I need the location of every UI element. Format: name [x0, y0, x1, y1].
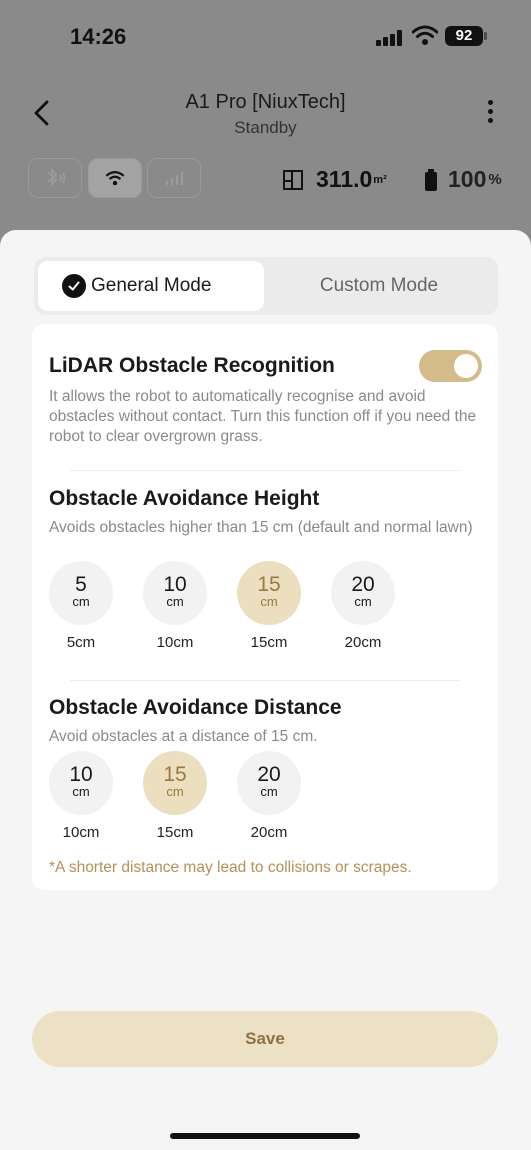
mowing-area — [282, 166, 387, 193]
height-description: Avoids obstacles higher than 15 cm (default and normal lawn) — [49, 519, 473, 536]
distance-option-15[interactable]: 15 cm — [143, 751, 207, 815]
distance-option-20[interactable]: 20 cm — [237, 751, 301, 815]
background-app — [0, 0, 531, 260]
height-option-15[interactable]: 15 cm — [237, 561, 301, 625]
distance-option-label: 15cm — [156, 824, 194, 841]
divider — [70, 470, 460, 471]
tab-general-mode[interactable] — [38, 261, 264, 311]
height-option-5[interactable]: 5 cm — [49, 561, 113, 625]
wifi-connection-icon[interactable] — [88, 158, 142, 198]
distance-description: Avoid obstacles at a distance of 15 cm. — [49, 728, 318, 745]
toggle-knob — [454, 354, 478, 378]
height-option-label: 10cm — [156, 634, 194, 651]
distance-option-label: 20cm — [250, 824, 288, 841]
mode-segmented-control — [34, 257, 498, 315]
battery-percentage — [424, 166, 502, 193]
status-bar — [0, 22, 531, 52]
lidar-title: LiDAR Obstacle Recognition — [49, 354, 335, 377]
distance-title: Obstacle Avoidance Distance — [49, 696, 342, 719]
height-title: Obstacle Avoidance Height — [49, 487, 320, 510]
tab-custom-mode[interactable] — [264, 261, 494, 311]
more-options-icon[interactable] — [482, 100, 498, 128]
save-button[interactable]: Save — [32, 1011, 498, 1067]
battery-icon — [445, 26, 483, 46]
check-icon — [62, 274, 86, 298]
distance-warning-note: *A shorter distance may lead to collisions or scrapes. — [49, 859, 412, 876]
lidar-description: It allows the robot to automatically recognise and avoid obstacles without contact. Turn this function off if you need the robot to clear overgrown grass. — [49, 388, 477, 445]
battery-level: 92 — [455, 27, 473, 44]
height-option-label: 20cm — [344, 634, 382, 651]
status-time: 14:26 — [70, 24, 127, 49]
area-unit: m² — [373, 173, 387, 186]
distance-option-label: 10cm — [62, 824, 100, 841]
page-title: A1 Pro [NiuxTech] — [185, 91, 346, 113]
wifi-icon — [412, 24, 438, 46]
lidar-toggle[interactable] — [419, 350, 482, 382]
settings-card — [32, 324, 498, 890]
height-option-label: 5cm — [66, 634, 96, 651]
tab-general-mode-label: General Mode — [91, 275, 212, 296]
obstacle-settings-sheet — [0, 230, 531, 1150]
height-option-label: 15cm — [250, 634, 288, 651]
battery-percentage-unit: % — [488, 171, 502, 188]
divider — [70, 680, 460, 681]
height-option-20[interactable]: 20 cm — [331, 561, 395, 625]
cellular-icon[interactable] — [147, 158, 201, 198]
home-indicator[interactable] — [170, 1133, 360, 1139]
signal-icon — [376, 30, 404, 46]
battery-percentage-value: 100 — [448, 166, 487, 192]
bluetooth-icon[interactable] — [28, 158, 82, 198]
height-option-10[interactable]: 10 cm — [143, 561, 207, 625]
device-status: Standby — [234, 118, 297, 137]
device-battery-icon — [424, 169, 438, 191]
distance-option-10[interactable]: 10 cm — [49, 751, 113, 815]
area-icon — [282, 169, 304, 191]
tab-custom-mode-label: Custom Mode — [319, 275, 439, 296]
area-value: 311.0 — [316, 166, 373, 192]
